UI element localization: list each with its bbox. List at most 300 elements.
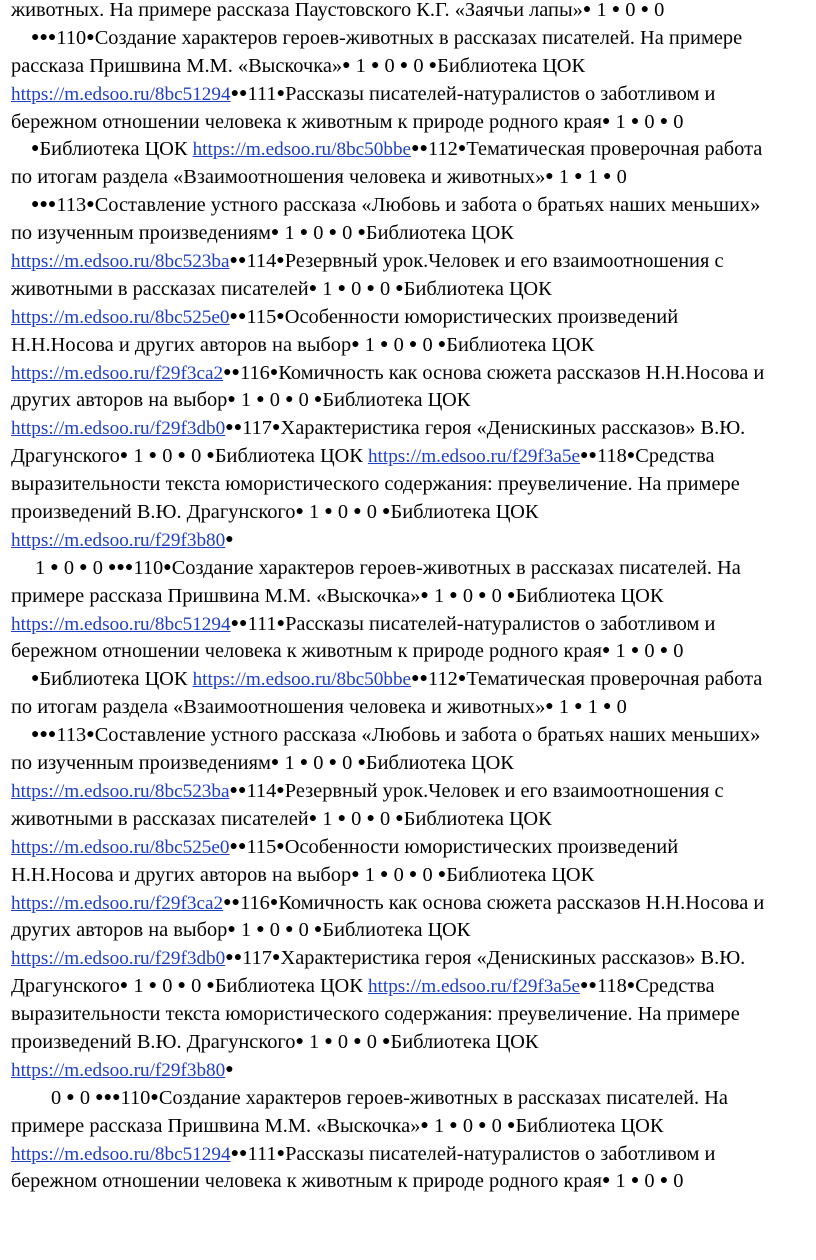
- text-fragment: Н.Н.Носова и других авторов на выбор: [11, 863, 352, 886]
- text-fragment: 0: [379, 54, 400, 77]
- bullet-marker: ●: [276, 253, 285, 269]
- text-fragment: животными в рассказах писателей: [11, 277, 309, 300]
- bullet-marker: ●: [351, 866, 360, 882]
- text-fragment: 0: [457, 584, 479, 607]
- text-line: [11, 53, 811, 81]
- text-fragment: 1: [317, 807, 338, 830]
- text-fragment: 111: [247, 1142, 277, 1165]
- text-line: [11, 136, 811, 164]
- text-fragment: Составление устного рассказа «Любовь и забота о братьях наших меньших»: [94, 194, 761, 217]
- text-line: [11, 806, 811, 834]
- bullet-marker: ●: [50, 559, 59, 575]
- bullet-marker: ●: [640, 2, 650, 17]
- text-fragment: 0: [337, 752, 358, 775]
- bullet-marker: ●: [408, 336, 418, 352]
- text-fragment: Драгунского: [11, 975, 120, 998]
- bullet-marker: ●●: [223, 894, 241, 910]
- text-fragment: 1: [279, 222, 300, 245]
- text-fragment: 0: [388, 863, 409, 886]
- text-line: [11, 611, 811, 639]
- text-fragment: 1: [553, 166, 575, 189]
- bullet-marker: ●: [449, 1117, 458, 1133]
- library-link[interactable]: https://m.edsoo.ru/f29f3db0: [11, 418, 226, 440]
- text-fragment: животными в рассказах писателей: [11, 807, 309, 830]
- text-fragment: Средства: [635, 975, 715, 998]
- text-fragment: 0: [264, 389, 286, 412]
- text-line: [11, 332, 811, 360]
- bullet-marker: ●: [366, 810, 375, 826]
- bullet-marker: ●: [370, 57, 380, 73]
- text-fragment: 0: [486, 584, 507, 607]
- bullet-marker: ●●: [225, 950, 243, 966]
- text-fragment: Библиотека ЦОК: [365, 222, 514, 245]
- bullet-marker: ●: [269, 364, 279, 380]
- text-fragment: 0: [361, 1030, 383, 1053]
- text-fragment: 1: [279, 752, 300, 775]
- text-fragment: выразительности текста юмористического содержания: преувеличение. На примере: [11, 473, 740, 496]
- text-fragment: 0: [620, 0, 641, 21]
- text-fragment: 0: [639, 110, 660, 133]
- text-fragment: 0: [374, 277, 396, 300]
- bullet-marker: ●: [395, 810, 404, 826]
- text-line: [11, 1085, 811, 1113]
- bullet-marker: ●: [457, 141, 467, 157]
- bullet-marker: ●: [328, 755, 338, 771]
- text-fragment: 0: [388, 333, 409, 356]
- bullet-marker: ●: [276, 615, 286, 631]
- bullet-marker: ●●●: [95, 1089, 121, 1105]
- bullet-marker: ●: [437, 866, 447, 882]
- bullet-marker: ●●: [225, 420, 243, 436]
- bullet-marker: ●: [225, 1061, 234, 1077]
- text-fragment: 114: [246, 779, 277, 802]
- text-fragment: Библиотека ЦОК: [390, 1030, 539, 1053]
- bullet-marker: ●: [601, 643, 611, 659]
- text-fragment: Составление устного рассказа «Любовь и забота о братьях наших меньших»: [94, 724, 761, 747]
- text-fragment: Библиотека ЦОК: [515, 584, 664, 607]
- text-fragment: Особенности юмористических произведений: [284, 305, 679, 328]
- bullet-marker: ●: [457, 671, 467, 687]
- text-fragment: 110: [120, 1086, 151, 1109]
- bullet-marker: ●: [256, 922, 265, 938]
- bullet-marker: ●: [206, 978, 215, 994]
- text-line: [11, 1029, 811, 1057]
- text-fragment: Особенности юмористических произведений: [284, 835, 679, 858]
- bullet-marker: ●: [206, 448, 215, 464]
- text-fragment: рассказа Пришвина М.М. «Выскочка»: [11, 54, 343, 77]
- library-link[interactable]: https://m.edsoo.ru/f29f3a5e: [367, 976, 581, 998]
- bullet-marker: ●●: [229, 253, 247, 269]
- text-fragment: бережном отношении человека к животным к природе родного края: [11, 1170, 602, 1193]
- bullet-marker: ●: [276, 85, 286, 101]
- text-fragment: 111: [247, 612, 277, 635]
- bullet-marker: ●●●: [31, 727, 57, 743]
- text-fragment: 0: [308, 222, 329, 245]
- bullet-marker: ●: [449, 587, 458, 603]
- text-fragment: Библиотека ЦОК: [403, 807, 552, 830]
- bullet-marker: ●: [177, 448, 186, 464]
- text-fragment: Библиотека ЦОК: [403, 277, 552, 300]
- library-link[interactable]: https://m.edsoo.ru/f29f3b80: [11, 529, 226, 551]
- library-link[interactable]: https://m.edsoo.ru/8bc525e0: [11, 306, 230, 328]
- text-fragment: других авторов на выбор: [11, 389, 228, 412]
- text-fragment: 1: [128, 445, 149, 468]
- text-fragment: Библиотека ЦОК: [365, 752, 514, 775]
- text-line: [11, 722, 811, 750]
- text-fragment: 115: [246, 305, 277, 328]
- text-fragment: 113: [56, 724, 87, 747]
- bullet-marker: ●: [582, 2, 592, 17]
- bullet-marker: ●: [408, 866, 418, 882]
- text-fragment: 1: [359, 863, 381, 886]
- bullet-marker: ●: [357, 755, 366, 771]
- text-fragment: Библиотека ЦОК: [39, 138, 193, 161]
- text-fragment: 116: [240, 361, 270, 384]
- library-link[interactable]: https://m.edsoo.ru/8bc51294: [11, 83, 231, 105]
- bullet-marker: ●: [382, 504, 391, 520]
- text-fragment: 1: [582, 166, 603, 189]
- library-link[interactable]: https://m.edsoo.ru/f29f3b80: [11, 1059, 226, 1081]
- library-link[interactable]: https://m.edsoo.ru/f29f3a5e: [367, 446, 581, 468]
- text-line: [11, 192, 811, 220]
- bullet-marker: ●: [227, 392, 236, 408]
- text-fragment: 110: [133, 556, 164, 579]
- text-fragment: Библиотека ЦОК: [390, 501, 539, 524]
- text-fragment: бережном отношении человека к животным к природе родного края: [11, 110, 602, 133]
- bullet-marker: ●: [478, 1117, 487, 1133]
- text-fragment: примере рассказа Пришвина М.М. «Выскочка»: [11, 1114, 421, 1137]
- bullet-marker: ●: [227, 922, 236, 938]
- bullet-marker: ●: [276, 782, 285, 798]
- text-line: [11, 471, 811, 499]
- text-fragment: Библиотека ЦОК: [39, 668, 193, 691]
- bullet-marker: ●: [626, 448, 636, 464]
- text-fragment: Создание характеров героев-животных в рассказах писателей. На: [158, 1086, 728, 1109]
- text-fragment: Резервный урок.Человек и его взаимоотношения с: [284, 779, 724, 802]
- bullet-marker: ●: [603, 169, 612, 185]
- bullet-marker: ●: [285, 922, 294, 938]
- bullet-marker: ●: [272, 950, 281, 966]
- bullet-marker: ●: [276, 1145, 286, 1161]
- bullet-marker: ●: [420, 587, 429, 603]
- bullet-marker: ●: [299, 755, 309, 771]
- bullet-marker: ●: [630, 643, 640, 659]
- text-fragment: произведений В.Ю. Драгунского: [11, 501, 296, 524]
- bullet-marker: ●●: [580, 978, 597, 994]
- text-fragment: по итогам раздела «Взаимоотношения человека и животных»: [11, 696, 546, 719]
- text-fragment: 1: [428, 1114, 450, 1137]
- text-fragment: Характеристика героя «Денискиных рассказов» В.Ю.: [280, 947, 746, 970]
- text-fragment: 112: [428, 668, 458, 691]
- bullet-marker: ●: [225, 531, 234, 547]
- bullet-marker: ●: [353, 1033, 362, 1049]
- bullet-marker: ●: [337, 280, 347, 296]
- bullet-marker: ●: [177, 978, 186, 994]
- text-fragment: 0: [417, 333, 438, 356]
- text-fragment: Библиотека ЦОК: [214, 975, 368, 998]
- bullet-marker: ●: [148, 978, 158, 994]
- bullet-marker: ●: [285, 392, 294, 408]
- text-line: [11, 304, 811, 332]
- bullet-marker: ●: [545, 699, 554, 715]
- bullet-marker: ●●●: [31, 197, 57, 213]
- text-fragment: 0: [668, 110, 684, 133]
- text-fragment: 0: [668, 1170, 684, 1193]
- bullet-marker: ●●: [229, 838, 247, 854]
- bullet-marker: ●: [119, 448, 129, 464]
- text-fragment: 1: [553, 696, 575, 719]
- text-fragment: 0: [417, 863, 438, 886]
- text-fragment: Н.Н.Носова и других авторов на выбор: [11, 333, 352, 356]
- bullet-marker: ●: [601, 113, 611, 129]
- text-line: [11, 750, 811, 778]
- text-fragment: Рассказы писателей-натуралистов о заботливом и: [285, 1142, 716, 1165]
- library-link[interactable]: https://m.edsoo.ru/f29f3ca2: [11, 892, 224, 914]
- text-fragment: 0: [346, 807, 367, 830]
- text-fragment: Рассказы писателей-натуралистов о заботливом и: [285, 82, 716, 105]
- text-fragment: 0: [337, 222, 358, 245]
- text-line: [11, 25, 811, 53]
- text-fragment: 1: [610, 640, 631, 663]
- bullet-marker: ●: [659, 643, 669, 659]
- text-line: [11, 81, 811, 109]
- bullet-marker: ●: [313, 922, 323, 938]
- bullet-marker: ●: [395, 280, 404, 296]
- text-fragment: 0: [332, 1030, 354, 1053]
- bullet-marker: ●: [437, 336, 447, 352]
- text-fragment: 1: [235, 389, 257, 412]
- bullet-marker: ●●: [230, 85, 248, 101]
- bullet-marker: ●: [428, 57, 438, 73]
- bullet-marker: ●: [150, 1089, 159, 1105]
- text-fragment: животных. На примере рассказа Паустовского К.Г. «Заячьи лапы»: [11, 0, 583, 21]
- library-link[interactable]: https://m.edsoo.ru/8bc50bbe: [192, 139, 412, 161]
- library-link[interactable]: https://m.edsoo.ru/8bc51294: [11, 1143, 231, 1165]
- text-fragment: 112: [428, 138, 458, 161]
- bullet-marker: ●: [31, 141, 40, 157]
- text-fragment: 0: [408, 54, 429, 77]
- text-line: [11, 248, 811, 276]
- text-fragment: 0: [51, 1086, 67, 1109]
- bullet-marker: ●●●: [108, 559, 134, 575]
- text-fragment: выразительности текста юмористического содержания: преувеличение. На примере: [11, 1003, 740, 1026]
- bullet-marker: ●: [380, 336, 389, 352]
- bullet-marker: ●: [545, 169, 554, 185]
- text-fragment: 0: [611, 696, 627, 719]
- text-line: [11, 890, 811, 918]
- text-fragment: по изученным произведениям: [11, 752, 271, 775]
- bullet-marker: ●: [31, 671, 40, 687]
- bullet-marker: ●: [276, 838, 285, 854]
- text-fragment: Комичность как основа сюжета рассказов Н.Н.Носова и: [278, 891, 765, 914]
- text-fragment: бережном отношении человека к животным к природе родного края: [11, 640, 602, 663]
- text-fragment: 1: [350, 54, 371, 77]
- library-link[interactable]: https://m.edsoo.ru/8bc525e0: [11, 836, 230, 858]
- bullet-marker: ●: [574, 169, 583, 185]
- bullet-marker: ●: [353, 504, 362, 520]
- text-fragment: 0: [668, 640, 684, 663]
- bullet-marker: ●: [313, 392, 323, 408]
- bullet-marker: ●: [659, 113, 669, 129]
- text-fragment: 0: [486, 1114, 507, 1137]
- text-fragment: 0: [293, 919, 314, 942]
- bullet-marker: ●●: [580, 448, 597, 464]
- bullet-marker: ●: [342, 57, 351, 73]
- bullet-marker: ●: [366, 280, 375, 296]
- text-fragment: 0: [639, 1170, 660, 1193]
- text-fragment: Резервный урок.Человек и его взаимоотношения с: [284, 250, 724, 273]
- text-fragment: 0: [346, 277, 367, 300]
- bullet-marker: ●●: [411, 671, 428, 687]
- text-line: [11, 917, 811, 945]
- text-line: [11, 443, 811, 471]
- text-fragment: 0: [639, 640, 660, 663]
- text-fragment: 116: [240, 891, 270, 914]
- bullet-marker: ●: [506, 1117, 516, 1133]
- text-fragment: 1: [582, 696, 603, 719]
- library-link[interactable]: https://m.edsoo.ru/8bc523ba: [11, 251, 230, 273]
- text-fragment: 115: [246, 835, 277, 858]
- text-fragment: Библиотека ЦОК: [446, 863, 595, 886]
- bullet-marker: ●: [79, 559, 88, 575]
- library-link[interactable]: https://m.edsoo.ru/f29f3db0: [11, 948, 226, 970]
- text-line: [11, 638, 811, 666]
- text-line: [11, 945, 811, 973]
- text-fragment: 0: [374, 807, 396, 830]
- text-line: [11, 583, 811, 611]
- bullet-marker: ●: [626, 978, 636, 994]
- library-link[interactable]: https://m.edsoo.ru/f29f3ca2: [11, 362, 224, 384]
- bullet-marker: ●: [382, 1033, 391, 1049]
- text-line: [11, 415, 811, 443]
- text-fragment: 0: [332, 501, 354, 524]
- text-fragment: Рассказы писателей-натуралистов о заботливом и: [285, 612, 716, 635]
- bullet-marker: ●: [506, 587, 516, 603]
- bullet-marker: ●: [324, 504, 333, 520]
- text-fragment: Комичность как основа сюжета рассказов Н.Н.Носова и: [278, 361, 765, 384]
- text-fragment: по изученным произведениям: [11, 222, 271, 245]
- text-fragment: 114: [246, 250, 277, 273]
- text-line: [11, 276, 811, 304]
- bullet-marker: ●: [574, 699, 583, 715]
- text-line: [11, 164, 811, 192]
- bullet-marker: ●●: [230, 1145, 248, 1161]
- text-fragment: 0: [293, 389, 314, 412]
- text-fragment: 1: [35, 556, 51, 579]
- text-line: [11, 1113, 811, 1141]
- library-link[interactable]: https://m.edsoo.ru/8bc523ba: [11, 780, 230, 802]
- bullet-marker: ●: [295, 1033, 304, 1049]
- text-fragment: 117: [242, 947, 273, 970]
- text-line: [11, 666, 811, 694]
- text-line: [11, 1001, 811, 1029]
- text-fragment: 0: [185, 445, 207, 468]
- text-line: [11, 834, 811, 862]
- text-fragment: Библиотека ЦОК: [515, 1114, 664, 1137]
- bullet-marker: ●: [308, 810, 318, 826]
- text-fragment: 113: [56, 194, 87, 217]
- text-fragment: 1: [235, 919, 257, 942]
- bullet-marker: ●: [270, 755, 280, 771]
- text-fragment: 1: [303, 501, 325, 524]
- text-line: [11, 1057, 811, 1085]
- bullet-marker: ●: [357, 225, 366, 241]
- text-fragment: 1: [317, 277, 338, 300]
- text-fragment: 0: [74, 1086, 96, 1109]
- text-fragment: 1: [128, 975, 149, 998]
- bullet-marker: ●: [86, 197, 95, 213]
- bullet-marker: ●: [630, 113, 640, 129]
- bullet-marker: ●: [276, 308, 285, 324]
- bullet-marker: ●: [308, 280, 318, 296]
- text-fragment: Тематическая проверочная работа: [466, 138, 763, 161]
- text-fragment: Драгунского: [11, 445, 120, 468]
- text-fragment: Создание характеров героев-животных в рассказах писателей. На: [171, 556, 741, 579]
- bullet-marker: ●: [270, 225, 280, 241]
- text-fragment: произведений В.Ю. Драгунского: [11, 1030, 296, 1053]
- bullet-marker: ●: [603, 699, 612, 715]
- bullet-marker: ●: [66, 1089, 75, 1105]
- text-fragment: Библиотека ЦОК: [322, 919, 471, 942]
- text-line: [11, 694, 811, 722]
- text-fragment: Создание характеров героев-животных в рассказах писателей. На примере: [94, 26, 743, 49]
- text-fragment: 1: [303, 1030, 325, 1053]
- text-fragment: 110: [56, 26, 87, 49]
- text-fragment: Библиотека ЦОК: [446, 333, 595, 356]
- text-line: [11, 555, 811, 583]
- text-line: [11, 499, 811, 527]
- bullet-marker: ●: [478, 587, 487, 603]
- bullet-marker: ●●: [223, 364, 241, 380]
- text-fragment: 1: [610, 1170, 631, 1193]
- text-fragment: 0: [58, 556, 80, 579]
- text-line: [11, 1141, 811, 1169]
- text-line: [11, 387, 811, 415]
- text-fragment: 118: [596, 445, 627, 468]
- text-fragment: 0: [308, 752, 329, 775]
- document-page: [11, 0, 811, 1196]
- text-fragment: 0: [185, 975, 207, 998]
- text-fragment: других авторов на выбор: [11, 919, 228, 942]
- text-fragment: Библиотека ЦОК: [214, 445, 368, 468]
- text-line: [11, 1168, 811, 1196]
- text-fragment: 0: [264, 919, 286, 942]
- bullet-marker: ●: [659, 1173, 669, 1189]
- text-fragment: 111: [247, 82, 277, 105]
- text-fragment: Средства: [635, 445, 715, 468]
- library-link[interactable]: https://m.edsoo.ru/8bc51294: [11, 613, 231, 635]
- bullet-marker: ●●: [411, 141, 428, 157]
- text-line: [11, 527, 811, 555]
- text-fragment: 1: [610, 110, 631, 133]
- bullet-marker: ●: [611, 2, 621, 17]
- text-fragment: Характеристика героя «Денискиных рассказов» В.Ю.: [280, 417, 746, 440]
- text-fragment: 118: [596, 975, 627, 998]
- bullet-marker: ●: [630, 1173, 640, 1189]
- text-fragment: 0: [361, 501, 383, 524]
- bullet-marker: ●●: [230, 615, 248, 631]
- text-fragment: 0: [649, 0, 665, 21]
- text-line: [11, 220, 811, 248]
- bullet-marker: ●: [269, 894, 279, 910]
- text-fragment: 0: [157, 975, 178, 998]
- library-link[interactable]: https://m.edsoo.ru/8bc50bbe: [192, 669, 412, 691]
- bullet-marker: ●: [328, 225, 338, 241]
- text-fragment: 0: [457, 1114, 479, 1137]
- bullet-marker: ●: [272, 420, 281, 436]
- text-fragment: 1: [428, 584, 450, 607]
- text-fragment: 117: [242, 417, 273, 440]
